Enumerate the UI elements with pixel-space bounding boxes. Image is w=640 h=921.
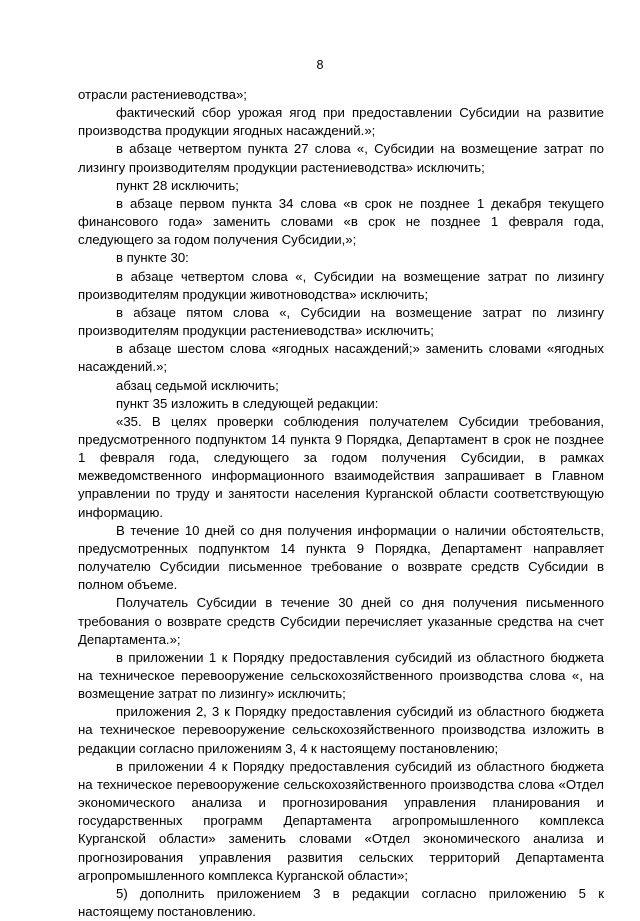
paragraph-7: в абзаце четвертом слова «, Субсидии на возмещение затрат по лизингу производителям продукции животноводства» исключить; — [78, 268, 604, 302]
paragraph-2: фактический сбор урожая ягод при предоставлении Субсидии на развитие производства продукции ягодных насаждений.»; — [78, 105, 604, 139]
paragraph-1: отрасли растениеводства»; — [78, 87, 247, 102]
paragraph-18: 5) дополнить приложением 3 в редакции согласно приложению 5 к настоящему постановлению. — [78, 885, 604, 920]
paragraph-3: в абзаце четвертом пункта 27 слова «, Субсидии на возмещение затрат по лизингу производителям продукции растениеводства» исключить; — [78, 141, 604, 175]
paragraph-14: Получатель Субсидии в течение 30 дней со дня получения письменного требования о возврате средств Субсидии перечисляет указанные средства на счет Департамента.»; — [78, 595, 604, 647]
page-number: 8 — [316, 58, 324, 72]
paragraph-15: в приложении 1 к Порядку предоставления субсидий из областного бюджета на техническое перевооружение сельскохозяйственного производства слова «, на возмещение затрат по лизингу» исключить; — [78, 649, 604, 702]
paragraph-12: «35. В целях проверки соблюдения получателем Субсидии требования, предусмотренного подпунктом 14 пункта 9 Порядка, Департамент в срок не позднее 1 февраля года, следующего за годом получения Субсидии, в рамках межведомственного информационного взаимодействия запрашивает в Главном управлении по труду и занятости населения Курганской области соответствующую информацию. — [78, 413, 604, 520]
paragraph-5: в абзаце первом пункта 34 слова «в срок не позднее 1 декабря текущего финансового года» заменить словами «в срок не позднее 1 февраля года, следующего за годом получения Субсидии,»; — [78, 195, 604, 248]
paragraph-10: абзац седьмой исключить; — [116, 377, 279, 393]
paragraph-9: в абзаце шестом слова «ягодных насаждений;» заменить словами «ягодных насаждений.»; — [78, 341, 604, 375]
paragraph-6: в пункте 30: — [116, 250, 189, 266]
paragraph-11: пункт 35 изложить в следующей редакции: — [116, 395, 379, 411]
paragraph-17: в приложении 4 к Порядку предоставления субсидий из областного бюджета на техническое перевооружение сельскохозяйственного производства слова «Отдел экономического анализа и прогнозирования управления планирования и государственных программ Департамента агропромышленного комплекса Курганской области» заменить словами «Отдел экономического анализа и прогнозирования управления развития сельских территорий Департамента агропромышленного комплекса Курганской области»; — [78, 758, 604, 883]
document-body — [78, 86, 604, 921]
paragraph-8: в абзаце пятом слова «, Субсидии на возмещение затрат по лизингу производителям продукции растениеводства» исключить; — [78, 304, 604, 339]
paragraph-16: приложения 2, 3 к Порядку предоставления субсидий из областного бюджета на техническое перевооружение сельскохозяйственного производства изложить в редакции согласно приложениям 3, 4 к настоящему постановлению; — [78, 704, 604, 756]
paragraph-4: пункт 28 исключить; — [116, 177, 239, 193]
paragraph-13: В течение 10 дней со дня получения информации о наличии обстоятельств, предусмотренных подпунктом 14 пункта 9 Порядка, Департамент направляет получателю Субсидии письменное требование о возврате средств Субсидии в полном объеме. — [78, 522, 604, 593]
